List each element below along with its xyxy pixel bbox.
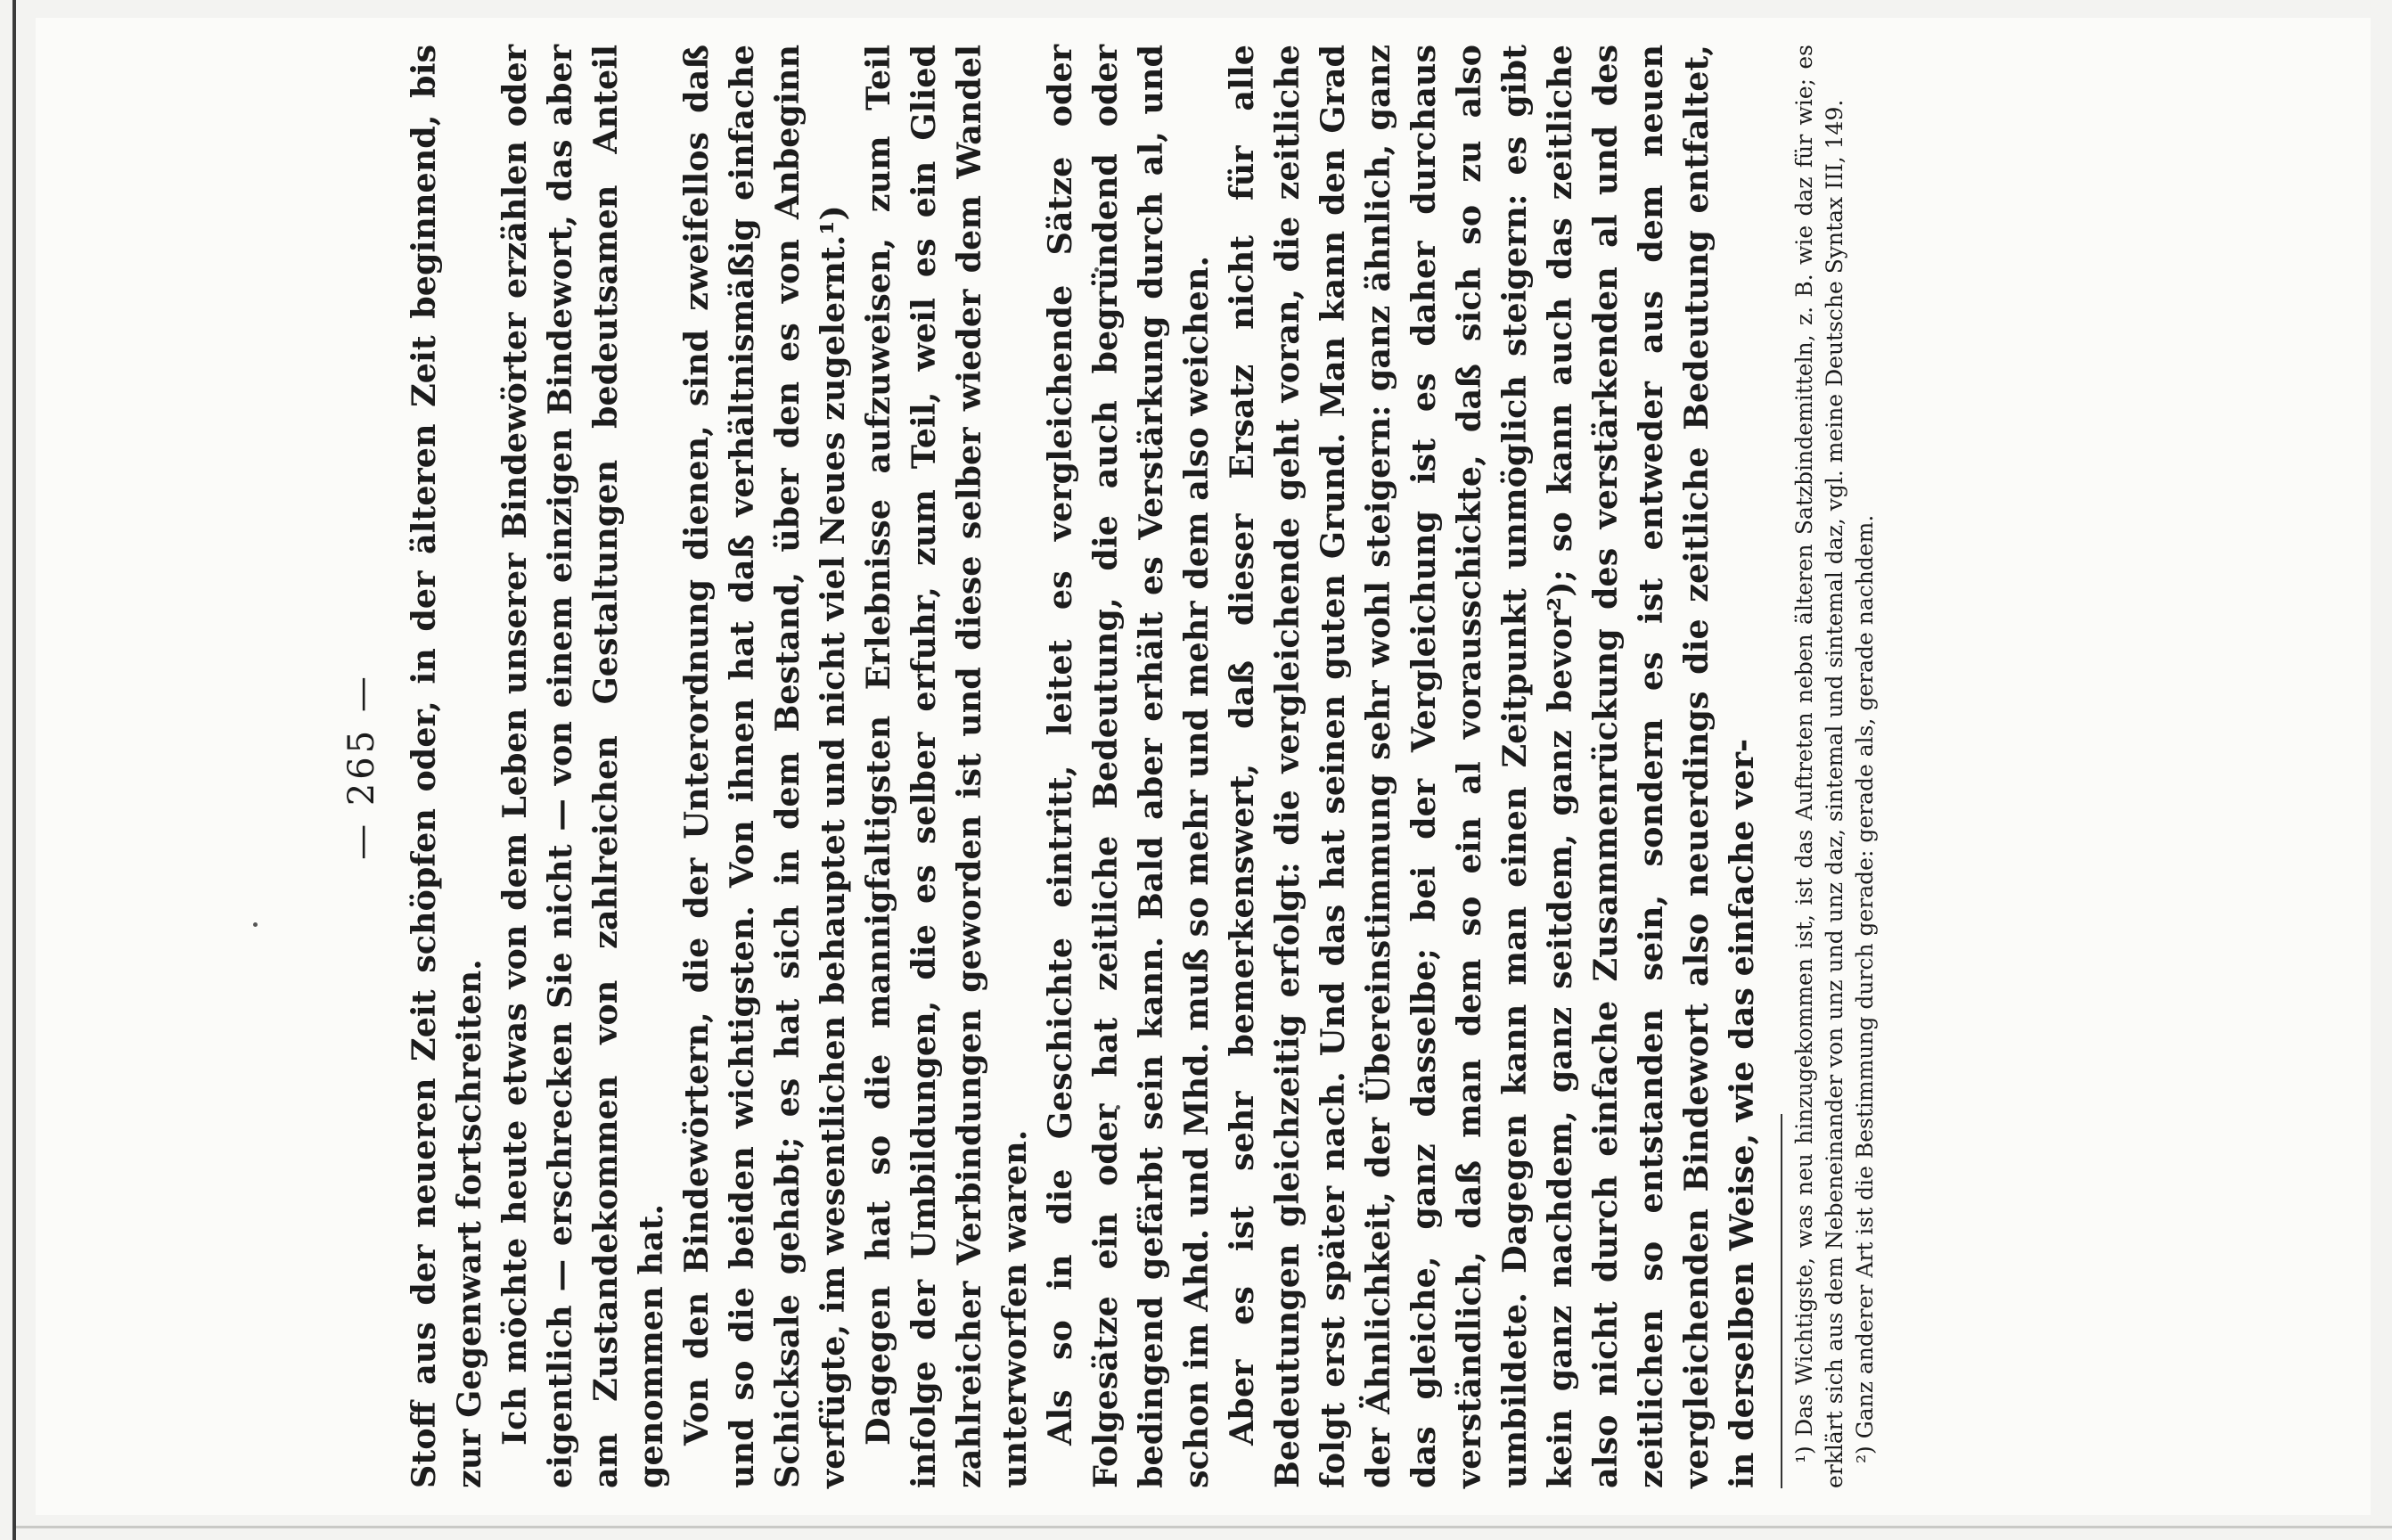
scan-left-edge	[12, 0, 16, 1540]
book-page	[36, 18, 2371, 1515]
footnotes	[1790, 45, 1880, 1488]
page-number: — 265 —	[341, 673, 382, 860]
footnote-divider	[1781, 1114, 1782, 1488]
paragraph: Aber es ist sehr bemerkenswert, daß dieser Ersatz nicht für alle Bedeutungen gleichzeitig erfolgt: die vergleichende geht voran, die zeitliche folgt erst später nach. Und das hat seinen guten Grund. Man kann den Grad der Ähnlichkeit, der Übereinstimmung sehr wohl steigern: ganz ähnlich, ganz das gleiche, ganz dasselbe; bei der Vergleichung ist es daher durchaus verständlich, daß man dem so ein al vorausschickte, daß sich so zu also umbildete. Dagegen kann man einen Zeitpunkt unmöglich steigern: es gibt kein ganz nachdem, ganz seitdem, ganz bevor²); so kann auch das zeitliche also nicht durch einfache Zusammenrückung des verstärkenden al und des zeitlichen so entstanden sein, sondern es ist entweder aus dem neuen vergleichenden Bindewort also neuerdings die zeitliche Bedeutung entfaltet, in derselben Weise, wie das einfache ver-	[1223, 45, 1761, 1488]
paragraph: Als so in die Geschichte eintritt, leitet es vergleichende Sätze oder Folgesätze ein oder hat zeitliche Bedeutung, die auch begründend oder bedingend gefärbt sein kann. Bald aber erhält es Verstärkung durch al, und schon im Ahd. und Mhd. muß so mehr und mehr dem also weichen.	[1041, 45, 1216, 1488]
body-text	[401, 45, 1765, 1488]
footnote: ¹) Das Wichtigste, was neu hinzugekommen ist, ist das Auftreten neben älteren Satzbindemitteln, z. B. wie daz für wie; es erklärt sich aus dem Nebeneinander von unz und unz daz, sintemal und sintemal daz, vgl. meine Deutsche Syntax III, 149.	[1791, 45, 1847, 1488]
rotated-text-block	[339, 45, 2121, 1488]
paragraph: Stoff aus der neueren Zeit schöpfen oder, in der älteren Zeit beginnend, bis zur Gegenwart fortschreiten.	[405, 45, 488, 1488]
scan-bottom-edge	[16, 1526, 2392, 1528]
paragraph: Von den Bindewörtern, die der Unterordnung dienen, sind zweifellos daß und so die beiden wichtigsten. Von ihnen hat daß verhältnismäßig einfache Schicksale gehabt; es hat sich in dem Bestand, über den es von Anbeginn verfügte, im wesentlichen behauptet und nicht viel Neues zugelernt.¹)	[677, 45, 852, 1488]
footnote: ²) Ganz anderer Art ist die Bestimmung durch gerade: gerade als, gerade nachdem.	[1852, 514, 1878, 1463]
paragraph: Dagegen hat so die mannigfaltigsten Erlebnisse aufzuweisen, zum Teil infolge der Umbildungen, die es selber erfuhr, zum Teil, weil es ein Glied zahlreicher Verbindungen geworden ist und diese selber wieder dem Wandel unterworfen waren.	[859, 45, 1034, 1488]
scan-speck	[253, 922, 258, 927]
paragraph: Ich möchte heute etwas von dem Leben unserer Bindewörter erzählen oder eigentlich — erschrecken Sie nicht — von einem einzigen Bindewort, das aber am Zustandekommen von zahlreichen Gestaltungen bedeutsamen Anteil genommen hat.	[496, 45, 670, 1488]
